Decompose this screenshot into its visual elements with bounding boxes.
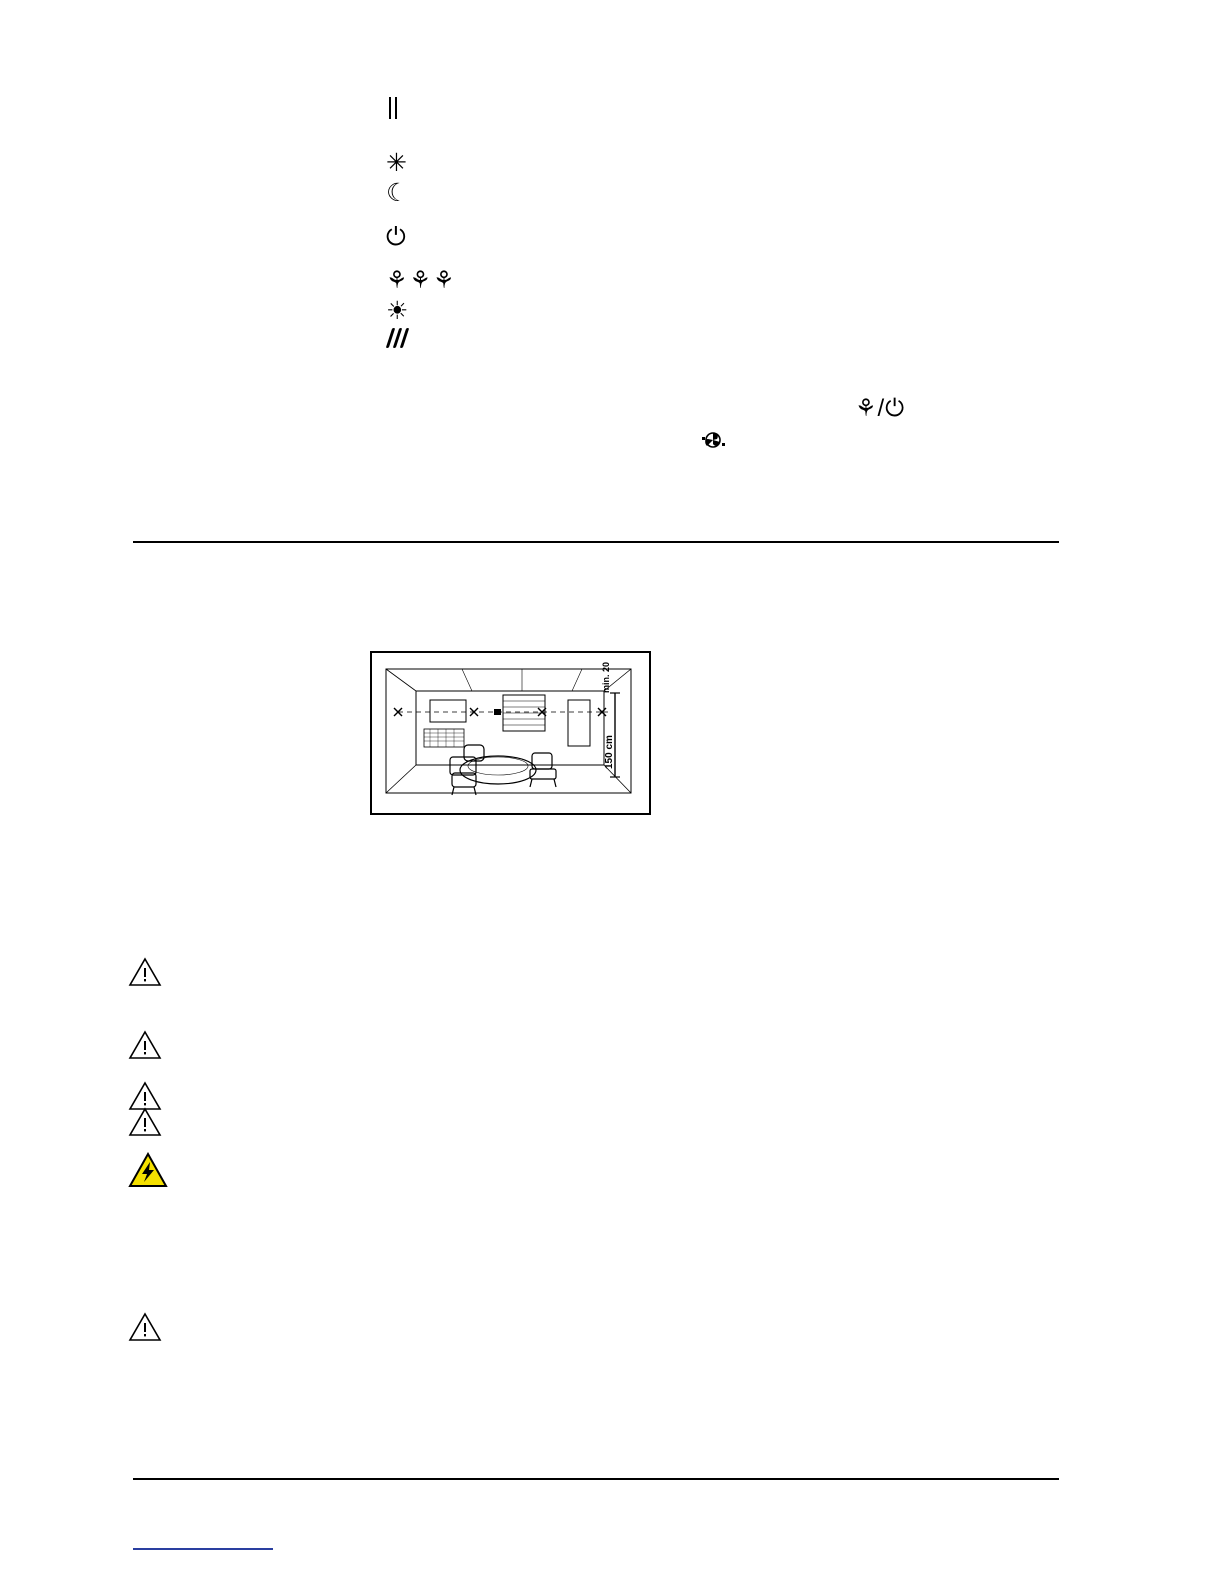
sun-day-mode-symbol: ✳ — [386, 149, 407, 177]
warning-triangle-high-voltage — [128, 1152, 168, 1188]
legend-row-sun-gear — [386, 296, 946, 326]
warning-triangle-4 — [128, 1107, 162, 1137]
section-divider-top — [133, 541, 1059, 543]
room-installation-diagram — [370, 651, 651, 815]
legend-row-heat-waves — [386, 326, 946, 356]
legend-row-fan-speed — [386, 266, 946, 296]
moon-night-mode-symbol: ☾ — [386, 179, 409, 207]
mounting-height-label: 150 cm — [604, 735, 615, 769]
fan-speed-three-symbol: ⚘ ⚘ ⚘ — [386, 267, 455, 294]
warning-triangle-2 — [128, 1030, 162, 1060]
legend-row-moon — [386, 178, 946, 208]
section-divider-bottom — [133, 1478, 1059, 1480]
sun-gear-symbol: ☀ — [386, 297, 409, 325]
power-standby-symbol: ⏻ — [386, 223, 406, 251]
fan-swirl-icon — [698, 428, 728, 452]
warning-triangle-1 — [128, 957, 162, 987]
symbol-legend — [386, 96, 946, 356]
warning-triangle-5 — [128, 1312, 162, 1342]
legend-row-power — [386, 222, 946, 252]
fan-power-combo-symbol: ⚘/⏻ — [855, 395, 906, 422]
legend-row-sun — [386, 148, 946, 178]
parallel-bars-symbol — [386, 96, 432, 126]
legend-row-parallel-bars — [386, 96, 946, 126]
heat-waves-symbol — [386, 326, 432, 357]
min-clearance-label: min. 20 — [601, 661, 611, 693]
footer-link[interactable] — [133, 1548, 273, 1550]
